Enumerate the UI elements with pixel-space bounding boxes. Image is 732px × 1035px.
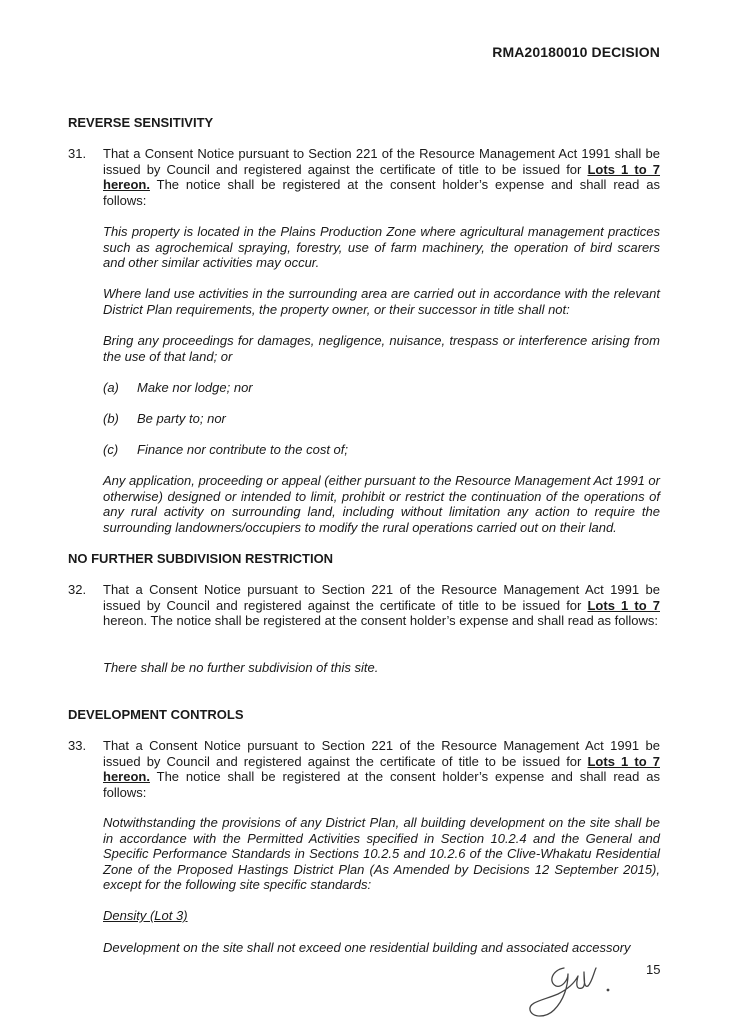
section-heading-development-controls: DEVELOPMENT CONTROLS xyxy=(68,707,244,722)
lots-reference: Lots 1 to 7 xyxy=(587,597,660,613)
item-number: 33. xyxy=(68,738,87,753)
list-label: (a) xyxy=(103,380,119,395)
signature xyxy=(524,960,624,1022)
notice-paragraph: Any application, proceeding or appeal (either pursuant to the Resource Management Act 1991 or otherwise) designed or intended to limit, prohibit or restrict the continuation of the operations of any rural activity on surrounding land, including without limitation any action to require the surrounding landowners/occupiers to modify the rural operations carried out on their land. xyxy=(103,473,660,535)
item-number: 31. xyxy=(68,146,87,161)
lots-reference: Lots 1 to 7 hereon. xyxy=(103,753,660,785)
item-32-paragraph: That a Consent Notice pursuant to Section 221 of the Resource Management Act 1991 be issued by Council and registered against the certificate of title to be issued for Lots 1 to 7 hereon. The notice shall be registered at the consent holder’s expense and shall read as follows: xyxy=(103,582,660,629)
page-number: 15 xyxy=(646,962,661,977)
list-item: Finance nor contribute to the cost of; xyxy=(137,442,349,457)
item-33-paragraph: That a Consent Notice pursuant to Section 221 of the Resource Management Act 1991 be issued by Council and registered against the certificate of title to be issued for Lots 1 to 7 hereon. The notice shall be registered at the consent holder’s expense and shall read as follows: xyxy=(103,738,660,800)
notice-paragraph: Notwithstanding the provisions of any District Plan, all building development on the site shall be in accordance with the Permitted Activities specified in Section 10.2.4 and the General and Specific Performance Standards in Sections 10.2.5 and 10.2.6 of the Clive-Whakatu Residential Zone of the Proposed Hastings District Plan (As Amended by Decisions 12 September 2015), except for the following site specific standards: xyxy=(103,815,660,893)
document-id: RMA20180010 DECISION xyxy=(492,44,660,60)
section-heading-no-further-subdivision: NO FURTHER SUBDIVISION RESTRICTION xyxy=(68,551,334,566)
item-31-paragraph: That a Consent Notice pursuant to Section 221 of the Resource Management Act 1991 shall be issued by Council and registered against the certificate of title to be issued for Lots 1 to 7 hereon. The notice shall be registered at the consent holder’s expense and shall read as follows: xyxy=(103,146,660,208)
notice-paragraph: There shall be no further subdivision of this site. xyxy=(103,660,379,675)
list-label: (b) xyxy=(103,411,119,426)
list-label: (c) xyxy=(103,442,119,457)
subheading-density: Density (Lot 3) xyxy=(103,908,188,923)
notice-paragraph: Where land use activities in the surrounding area are carried out in accordance with the relevant District Plan requirements, the property owner, or their successor in title shall not: xyxy=(103,286,660,317)
item-number: 32. xyxy=(68,582,87,597)
notice-paragraph: Bring any proceedings for damages, negligence, nuisance, trespass or interference arising from the use of that land; or xyxy=(103,333,660,364)
notice-paragraph: This property is located in the Plains Production Zone where agricultural management practices such as agrochemical spraying, forestry, use of farm machinery, the operation of bird scarers and other similar activities may occur. xyxy=(103,224,660,271)
notice-paragraph: Development on the site shall not exceed one residential building and associated accessory xyxy=(103,940,631,955)
list-item: Make nor lodge; nor xyxy=(137,380,253,395)
list-item: Be party to; nor xyxy=(137,411,226,426)
lots-reference: Lots 1 to 7 hereon. xyxy=(103,161,660,193)
section-heading-reverse-sensitivity: REVERSE SENSITIVITY xyxy=(68,115,214,130)
